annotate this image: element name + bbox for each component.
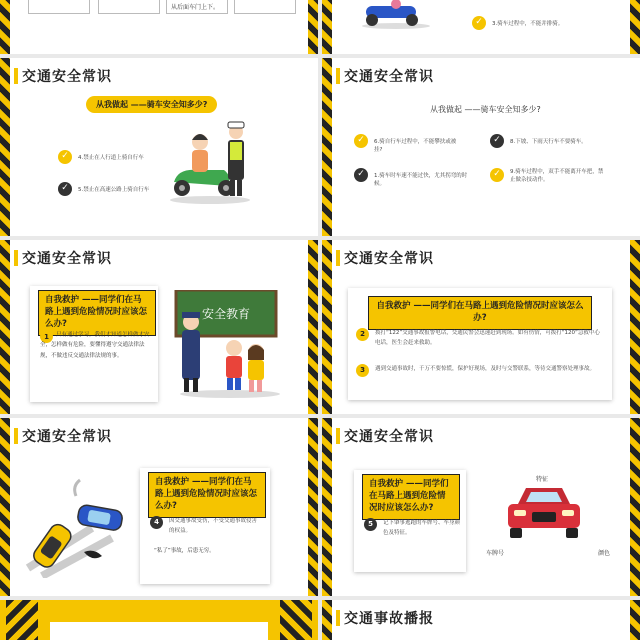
- hazard-stripe-right: [630, 0, 640, 54]
- item-text: 9.骑车过程中，双手不能离开车把，禁止做杂技动作。: [510, 169, 604, 184]
- chevron-left-icon: [6, 600, 38, 640]
- board-text: 安全教育: [201, 307, 251, 321]
- safety-class-illustration: [172, 290, 282, 400]
- check-icon: ✓: [354, 134, 368, 148]
- check-icon: ✓: [354, 168, 368, 182]
- title-mark: [14, 250, 18, 266]
- item-text: 记下肇事逃跑的车牌号、车身颜色及特征。: [383, 520, 461, 537]
- hazard-stripe-left: [322, 0, 332, 54]
- slide-2[interactable]: [322, 0, 640, 54]
- cover-panel: [50, 622, 268, 640]
- car-crash-illustration: [22, 478, 132, 578]
- label-color: 颜色: [598, 550, 611, 557]
- slide-9[interactable]: [0, 600, 318, 640]
- check-icon: ✓: [472, 16, 486, 30]
- hazard-stripe-left: [0, 418, 10, 596]
- box-4: [234, 0, 296, 14]
- title-bar: [14, 66, 112, 86]
- subtitle: 从我做起 ——骑车安全知多少?: [430, 105, 541, 114]
- hazard-stripe-left: [322, 240, 332, 414]
- box-3: [166, 0, 228, 14]
- item-text: 1.骑车时车速不能过快，尤其拐弯的时候。: [374, 173, 468, 188]
- hazard-stripe-right: [630, 418, 640, 596]
- subtitle: 从我做起 ——骑车安全知多少?: [86, 96, 217, 113]
- item-2: [356, 328, 602, 349]
- number-badge: 3: [356, 364, 369, 377]
- title-mark: [336, 428, 340, 444]
- item-text: 遇到交通事故时，千万不要惊慌，保护好现场，及时与交警联系，等待交通警察处理事故。: [375, 366, 596, 372]
- title-bar: [336, 608, 434, 628]
- item-9: [490, 168, 608, 185]
- title-mark: [336, 610, 340, 626]
- number-badge: 1: [40, 330, 53, 343]
- item-text: 拨打“122”交通事故报警电话，交通民警会迅速赶到现场。如有伤情，可拨打“120”急救中心电话，医生会赶来救助。: [375, 330, 600, 347]
- check-icon: ✓: [58, 150, 72, 164]
- box-2: [98, 0, 160, 14]
- slide-title: 交通安全常识: [344, 251, 434, 267]
- title-bar: [336, 248, 434, 268]
- chevron-right-icon: [280, 600, 312, 640]
- slide-1[interactable]: [0, 0, 318, 54]
- item-5: [364, 518, 460, 539]
- question-box: 自我救护 ——同学们在马路上遇到危险情况时应该怎么办?: [362, 474, 460, 520]
- item-3: [472, 16, 563, 30]
- title-mark: [336, 68, 340, 84]
- question-box: 自我救护 ——同学们在马路上遇到危险情况时应该怎么办?: [148, 472, 266, 518]
- check-icon: ✓: [490, 134, 504, 148]
- item-text: 因交通事故受伤，不受交通事故侵害的权益。: [169, 518, 258, 535]
- slide-8[interactable]: [322, 418, 640, 596]
- title-bar: [14, 248, 112, 268]
- number-badge: 5: [364, 518, 377, 531]
- title-bar: [336, 66, 434, 86]
- slide-title: 交通安全常识: [344, 429, 434, 445]
- snippet-text: 从后面车门上下。: [171, 4, 220, 11]
- hazard-stripe-left: [322, 58, 332, 236]
- slide-4[interactable]: [322, 58, 640, 236]
- hazard-stripe-left: [0, 0, 10, 54]
- hazard-stripe-left: [0, 58, 10, 236]
- check-icon: ✓: [490, 168, 504, 182]
- slide-title: 交通安全常识: [344, 69, 434, 85]
- hazard-stripe-right: [308, 418, 318, 596]
- item-1: [354, 168, 474, 189]
- slide-5[interactable]: [0, 240, 318, 414]
- number-badge: 4: [150, 516, 163, 529]
- slide-title: 交通安全常识: [22, 69, 112, 85]
- slide-7[interactable]: [0, 418, 318, 596]
- hazard-stripe-right: [630, 240, 640, 414]
- item-text: 4.禁止在人行道上骑自行车: [78, 155, 144, 161]
- hazard-stripe-left: [322, 418, 332, 596]
- hazard-stripe-right: [308, 240, 318, 414]
- box-1: [28, 0, 90, 14]
- label-feature: 特征: [536, 476, 549, 483]
- item-text: 6.骑自行车过程中，不能攀扶或被挂?: [374, 139, 457, 154]
- item-4: [150, 516, 262, 537]
- slide-3[interactable]: [0, 58, 318, 236]
- question-box: 自我救护 ——同学们在马路上遇到危险情况时应该怎么办?: [368, 296, 592, 330]
- slide-6[interactable]: [322, 240, 640, 414]
- title-mark: [14, 68, 18, 84]
- slide-title: 交通安全常识: [22, 429, 112, 445]
- slide-title: 交通事故播报: [344, 611, 434, 627]
- title-mark: [14, 428, 18, 444]
- number-badge: 2: [356, 328, 369, 341]
- item-text: 3.骑车过程中，不能并排骑。: [492, 21, 564, 27]
- scooter-illustration: [356, 0, 436, 30]
- question-box: 自我救护 ——同学们在马路上遇到危险情况时应该怎么办?: [38, 290, 156, 336]
- hazard-stripe-right: [630, 600, 640, 640]
- item-text: 8.下坡、下雨天行车不要骑车。: [510, 139, 587, 145]
- red-car-illustration: [504, 482, 584, 542]
- item-3: [356, 364, 602, 377]
- item-text: 5.禁止在高速公路上骑自行车: [78, 187, 150, 193]
- slide-10[interactable]: [322, 600, 640, 640]
- item-5: [58, 182, 149, 196]
- content-text: 只有通过学习，我们才知道怎样做才安全，怎样做有危险，要懂得遵守交通法律法规，不做违反交通法律法规的事。: [40, 332, 150, 359]
- label-plate: 车牌号: [486, 550, 505, 557]
- check-icon: ✓: [58, 182, 72, 196]
- title-bar: [336, 426, 434, 446]
- slide-title: 交通安全常识: [22, 251, 112, 267]
- item-4: [58, 150, 144, 164]
- hazard-stripe-left: [322, 600, 332, 640]
- item-6: [354, 134, 464, 155]
- hazard-stripe-left: [0, 240, 10, 414]
- item-8: [490, 134, 610, 148]
- title-mark: [336, 250, 340, 266]
- hazard-stripe-right: [308, 0, 318, 54]
- police-scooter-illustration: [168, 116, 258, 206]
- content-text-2: “私了”事故，后患无穷。: [154, 548, 215, 554]
- title-bar: [14, 426, 112, 446]
